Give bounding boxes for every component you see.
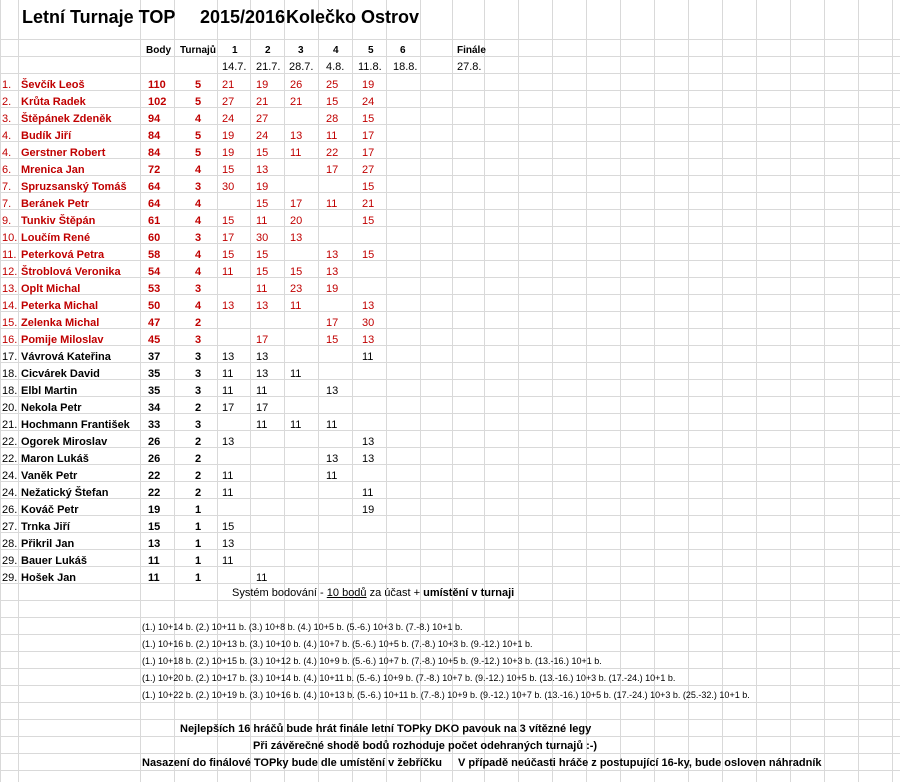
rank-cell: 13. [2, 283, 18, 295]
round-points: 11 [362, 487, 374, 499]
round-points: 13 [362, 453, 375, 465]
title-name: Letní Turnaje TOP [22, 7, 176, 27]
tournaments-count: 3 [195, 351, 202, 363]
round-points: 19 [222, 130, 235, 142]
round-points: 15 [256, 147, 269, 159]
tournaments-count: 5 [195, 96, 202, 108]
tournaments-count: 2 [195, 317, 202, 329]
tournaments-count: 1 [195, 572, 202, 584]
points-cell: 58 [148, 249, 161, 261]
round-points: 19 [362, 504, 375, 516]
points-cell: 53 [148, 283, 161, 295]
player-name: Mrenica Jan [21, 164, 85, 176]
round-points: 15 [290, 266, 303, 278]
header-t5: 5 [368, 45, 374, 56]
date-finale: 27.8. [457, 61, 482, 73]
scoring-system-prefix: Systém bodování - [232, 587, 324, 599]
round-points: 21 [290, 96, 303, 108]
rank-cell: 26. [2, 504, 18, 516]
round-points: 27 [256, 113, 269, 125]
round-points: 11 [290, 368, 302, 380]
header-t2: 2 [265, 45, 271, 56]
points-cell: 19 [148, 504, 161, 516]
rank-cell: 21. [2, 419, 18, 431]
round-points: 17 [256, 402, 269, 414]
tournaments-count: 3 [195, 419, 202, 431]
tournaments-count: 2 [195, 453, 202, 465]
round-points: 21 [222, 79, 235, 91]
round-points: 13 [362, 300, 375, 312]
round-points: 11 [222, 470, 234, 482]
round-points: 26 [290, 79, 303, 91]
rank-cell: 4. [2, 130, 12, 142]
points-cell: 102 [148, 96, 167, 108]
player-name: Trnka Jiří [21, 521, 70, 533]
round-points: 27 [362, 164, 375, 176]
round-points: 11 [326, 198, 338, 210]
round-points: 11 [362, 351, 374, 363]
round-points: 11 [256, 419, 268, 431]
round-points: 20 [290, 215, 303, 227]
points-cell: 22 [148, 470, 161, 482]
scoring-row: (1.) 10+14 b. (2.) 10+11 b. (3.) 10+8 b. (4.) 10+5 b. (5.-6.) 10+3 b. (7.-8.) 10+1 b. [142, 622, 463, 632]
scoring-row: (1.) 10+20 b. (2.) 10+17 b. (3.) 10+14 b. (4.) 10+11 b. (5.-6.) 10+9 b. (7.-8.) 10+7 b. (9.-12.) 10+5 b. (13.-16.) 10+3 b. (17.-24.) 10+1 b. [142, 673, 676, 683]
round-points: 21 [362, 198, 375, 210]
rank-cell: 22. [2, 436, 18, 448]
points-cell: 26 [148, 436, 161, 448]
player-name: Hošek Jan [21, 572, 77, 584]
title-season: 2015/2016 [200, 7, 286, 27]
rank-cell: 24. [2, 470, 18, 482]
rank-cell: 4. [2, 147, 12, 159]
points-cell: 64 [148, 181, 161, 193]
round-points: 13 [362, 436, 375, 448]
tournaments-count: 5 [195, 79, 202, 91]
round-points: 15 [362, 181, 375, 193]
points-cell: 33 [148, 419, 161, 431]
round-points: 17 [256, 334, 269, 346]
title-venue: Kolečko Ostrov [286, 7, 420, 27]
round-points: 27 [222, 96, 235, 108]
round-points: 13 [256, 368, 269, 380]
rank-cell: 24. [2, 487, 18, 499]
round-points: 21 [256, 96, 269, 108]
round-points: 24 [256, 130, 269, 142]
round-points: 11 [256, 215, 268, 227]
points-cell: 13 [148, 538, 161, 550]
round-points: 13 [222, 538, 235, 550]
scoring-row: (1.) 10+16 b. (2.) 10+13 b. (3.) 10+10 b. (4.) 10+7 b. (5.-6.) 10+5 b. (7.-8.) 10+3 b. (9.-12.) 10+1 b. [142, 639, 533, 649]
player-name: Přikril Jan [21, 538, 75, 550]
rank-cell: 12. [2, 266, 18, 278]
scoring-system-placement: umístění v turnaji [423, 587, 515, 599]
date-6: 18.8. [393, 61, 418, 73]
points-cell: 50 [148, 300, 161, 312]
round-points: 23 [290, 283, 303, 295]
tournaments-count: 3 [195, 334, 202, 346]
rank-cell: 7. [2, 181, 12, 193]
player-name: Zelenka Michal [21, 317, 100, 329]
header-body: Body [146, 45, 171, 56]
round-points: 17 [222, 402, 235, 414]
scoring-system-middle: za účast + [369, 587, 421, 599]
rank-cell: 29. [2, 572, 18, 584]
rank-cell: 22. [2, 453, 18, 465]
round-points: 13 [326, 453, 339, 465]
points-cell: 47 [148, 317, 161, 329]
player-name: Oplt Michal [21, 283, 81, 295]
scoring-row: (1.) 10+18 b. (2.) 10+15 b. (3.) 10+12 b. (4.) 10+9 b. (5.-6.) 10+7 b. (7.-8.) 10+5 b. (9.-12.) 10+3 b. (13.-16.) 10+1 b. [142, 656, 602, 666]
round-points: 15 [256, 266, 269, 278]
rank-cell: 29. [2, 555, 18, 567]
rank-cell: 3. [2, 113, 12, 125]
round-points: 15 [222, 215, 235, 227]
round-points: 13 [326, 385, 339, 397]
header-t6: 6 [400, 45, 406, 56]
tournaments-count: 3 [195, 283, 202, 295]
points-cell: 84 [148, 130, 161, 142]
round-points: 30 [362, 317, 375, 329]
round-points: 11 [326, 130, 338, 142]
rank-cell: 10. [2, 232, 18, 244]
tournaments-count: 3 [195, 181, 202, 193]
round-points: 30 [222, 181, 235, 193]
player-name: Peterková Petra [21, 249, 105, 261]
round-points: 19 [256, 79, 269, 91]
rank-cell: 16. [2, 334, 18, 346]
date-5: 11.8. [358, 61, 382, 73]
round-points: 25 [326, 79, 339, 91]
points-cell: 35 [148, 368, 161, 380]
player-name: Peterka Michal [21, 300, 99, 312]
scoring-system-line [232, 585, 514, 602]
round-points: 19 [256, 181, 269, 193]
round-points: 11 [256, 572, 268, 584]
player-name: Nežatický Štefan [21, 487, 109, 499]
tournaments-count: 4 [195, 113, 202, 125]
tournaments-count: 4 [195, 215, 202, 227]
round-points: 15 [326, 334, 339, 346]
round-points: 17 [362, 130, 375, 142]
player-name: Cicvárek David [21, 368, 100, 380]
round-points: 11 [256, 385, 268, 397]
points-cell: 72 [148, 164, 161, 176]
points-cell: 45 [148, 334, 161, 346]
player-name: Bauer Lukáš [21, 555, 88, 567]
round-points: 13 [290, 232, 303, 244]
round-points: 17 [362, 147, 375, 159]
rank-cell: 18. [2, 385, 18, 397]
rank-cell: 9. [2, 215, 12, 227]
round-points: 11 [326, 470, 338, 482]
round-points: 15 [222, 249, 235, 261]
header-t3: 3 [298, 45, 304, 56]
rank-cell: 17. [2, 351, 18, 363]
round-points: 19 [362, 79, 375, 91]
round-points: 15 [222, 164, 235, 176]
round-points: 19 [326, 283, 339, 295]
round-points: 11 [290, 300, 302, 312]
player-name: Hochmann František [21, 419, 130, 431]
note-substitute: V případě neúčasti hráče z postupující 16-ky, bude osloven náhradník [458, 757, 822, 769]
round-points: 15 [256, 249, 269, 261]
note-tiebreak: Při závěrečné shodě bodů rozhoduje počet odehraných turnajů :-) [253, 740, 598, 752]
points-cell: 15 [148, 521, 161, 533]
points-cell: 26 [148, 453, 161, 465]
round-points: 13 [326, 249, 339, 261]
round-points: 24 [362, 96, 375, 108]
tournaments-count: 5 [195, 147, 202, 159]
points-cell: 35 [148, 385, 161, 397]
points-cell: 22 [148, 487, 161, 499]
rank-cell: 7. [2, 198, 12, 210]
player-name: Krůta Radek [21, 96, 86, 108]
rank-cell: 1. [2, 79, 12, 91]
round-points: 22 [326, 147, 339, 159]
points-cell: 94 [148, 113, 161, 125]
round-points: 13 [222, 351, 235, 363]
tournaments-count: 1 [195, 555, 202, 567]
tournaments-count: 3 [195, 232, 202, 244]
tournaments-count: 4 [195, 300, 202, 312]
round-points: 11 [290, 419, 302, 431]
round-points: 15 [256, 198, 269, 210]
round-points: 15 [362, 215, 375, 227]
rank-cell: 2. [2, 96, 12, 108]
tournaments-count: 3 [195, 385, 202, 397]
rank-cell: 18. [2, 368, 18, 380]
rank-cell: 11. [2, 249, 17, 261]
round-points: 13 [362, 334, 375, 346]
note-seeding: Nasazení do finálové TOPky bude dle umístění v žebříčku [142, 757, 442, 769]
date-4: 4.8. [326, 61, 345, 73]
points-cell: 54 [148, 266, 161, 278]
player-name: Beránek Petr [21, 198, 89, 210]
header-t4: 4 [333, 45, 339, 56]
rank-cell: 14. [2, 300, 18, 312]
points-cell: 61 [148, 215, 161, 227]
round-points: 11 [290, 147, 302, 159]
rank-cell: 15. [2, 317, 18, 329]
points-cell: 64 [148, 198, 161, 210]
round-points: 17 [222, 232, 235, 244]
round-points: 28 [326, 113, 339, 125]
round-points: 13 [222, 300, 235, 312]
header-t1: 1 [232, 45, 238, 56]
date-1: 14.7. [222, 61, 247, 73]
points-cell: 110 [148, 79, 166, 91]
player-name: Tunkiv Štěpán [21, 215, 96, 227]
header-turnaju: Turnajů [180, 45, 216, 56]
player-name: Ševčík Leoš [21, 79, 85, 91]
scoring-system-participation: 10 bodů [326, 587, 367, 599]
round-points: 11 [222, 487, 234, 499]
round-points: 11 [256, 283, 268, 295]
round-points: 19 [222, 147, 235, 159]
player-name: Vávrová Kateřina [21, 351, 111, 363]
round-points: 15 [362, 113, 375, 125]
player-name: Loučím René [21, 232, 91, 244]
player-name: Ogorek Miroslav [21, 436, 108, 448]
points-cell: 34 [148, 402, 161, 414]
player-name: Nekola Petr [21, 402, 82, 414]
points-cell: 11 [148, 572, 160, 584]
tournaments-count: 1 [195, 538, 202, 550]
round-points: 13 [326, 266, 339, 278]
player-name: Štěpánek Zdeněk [21, 113, 112, 125]
player-name: Elbl Martin [21, 385, 78, 397]
round-points: 30 [256, 232, 269, 244]
player-name: Maron Lukáš [21, 453, 89, 465]
note-finale: Nejlepších 16 hráčů bude hrát finále letní TOPky DKO pavouk na 3 vítězné legy [180, 723, 592, 735]
tournaments-count: 4 [195, 266, 202, 278]
round-points: 11 [222, 368, 234, 380]
round-points: 13 [222, 436, 235, 448]
points-cell: 37 [148, 351, 161, 363]
round-points: 13 [256, 351, 269, 363]
player-name: Gerstner Robert [21, 147, 106, 159]
tournaments-count: 4 [195, 164, 202, 176]
round-points: 24 [222, 113, 235, 125]
rank-cell: 27. [2, 521, 18, 533]
date-3: 28.7. [289, 61, 314, 73]
player-name: Vaněk Petr [21, 470, 78, 482]
scoring-row: (1.) 10+22 b. (2.) 10+19 b. (3.) 10+16 b. (4.) 10+13 b. (5.-6.) 10+11 b. (7.-8.) 10+9 b. (9.-12.) 10+7 b. (13.-16.) 10+5 b. (17.-24.) 10+3 b. (25.-32.) 10+1 b. [142, 690, 750, 700]
round-points: 13 [256, 164, 269, 176]
tournaments-count: 2 [195, 436, 202, 448]
player-name: Pomije Miloslav [21, 334, 104, 346]
round-points: 13 [256, 300, 269, 312]
round-points: 17 [326, 317, 339, 329]
player-name: Spruzsanský Tomáš [21, 181, 127, 193]
tournaments-count: 4 [195, 249, 202, 261]
tournaments-count: 1 [195, 521, 202, 533]
player-name: Kováč Petr [21, 504, 79, 516]
player-name: Budík Jiří [21, 130, 72, 142]
tournaments-count: 2 [195, 470, 202, 482]
tournaments-count: 1 [195, 504, 202, 516]
round-points: 15 [222, 521, 235, 533]
tournaments-count: 2 [195, 487, 202, 499]
tournaments-count: 3 [195, 368, 202, 380]
tournaments-count: 4 [195, 198, 202, 210]
points-cell: 11 [148, 555, 160, 567]
tournaments-count: 2 [195, 402, 202, 414]
player-name: Štroblová Veronika [21, 266, 121, 278]
round-points: 15 [326, 96, 339, 108]
round-points: 17 [290, 198, 303, 210]
rank-cell: 6. [2, 164, 12, 176]
date-2: 21.7. [256, 61, 281, 73]
tournaments-count: 5 [195, 130, 202, 142]
round-points: 11 [222, 555, 234, 567]
points-cell: 84 [148, 147, 161, 159]
points-cell: 60 [148, 232, 161, 244]
round-points: 11 [222, 385, 234, 397]
round-points: 11 [326, 419, 338, 431]
round-points: 11 [222, 266, 234, 278]
round-points: 15 [362, 249, 375, 261]
round-points: 17 [326, 164, 339, 176]
rank-cell: 20. [2, 402, 18, 414]
rank-cell: 28. [2, 538, 18, 550]
round-points: 13 [290, 130, 303, 142]
header-finale: Finále [457, 45, 486, 56]
